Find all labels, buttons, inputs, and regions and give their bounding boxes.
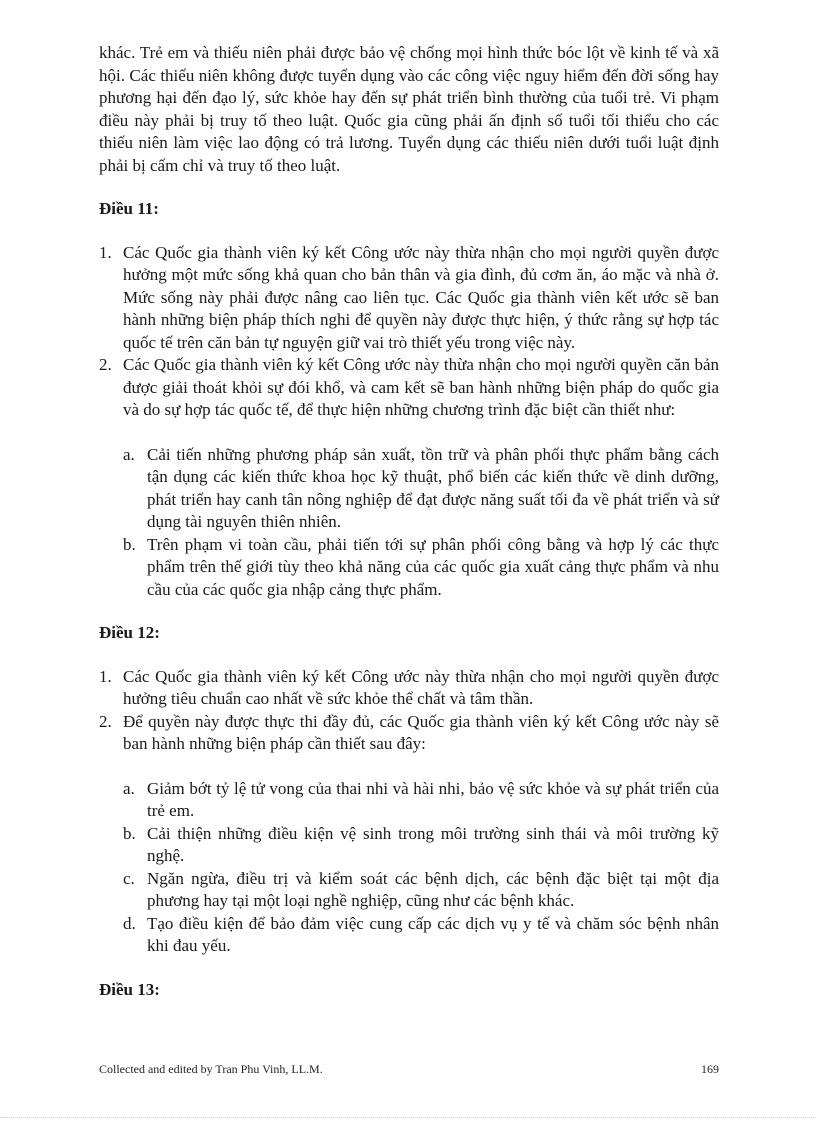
list-item-text: Các Quốc gia thành viên ký kết Công ước này thừa nhận cho mọi người quyền được hưởng một mức sống khả quan cho bản thân và gia đình, đủ cơm ăn, áo mặc và nhà ở. Mức sống này phải được nâng cao liên tục. Các Quốc gia thành viên kết ước sẽ ban hành những biện pháp thích nghi để quyền này được thực hiện, ý thức rằng sự hợp tác quốc tế trên căn bản tự nguyện giữ vai trò thiết yếu trong việc này. [123,242,719,352]
sublist-item-text: Giảm bớt tỷ lệ tử vong của thai nhi và hài nhi, bảo vệ sức khỏe và sự phát triển của trẻ em. [147,778,719,820]
sublist-item-text: Cải tiến những phương pháp sản xuất, tồn trữ và phân phối thực phẩm bằng cách tận dụng các kiến thức khoa học kỹ thuật, phổ biến các kiến thức về dinh dưỡng, phát triển hay canh tân nông nghiệp để đạt được năng suất tối đa về phát triển và sử dụng tài nguyên thiên nhiên. [147,444,719,531]
sublist-item-text: Trên phạm vi toàn cầu, phải tiến tới sự phân phối công bằng và hợp lý các thực phẩm trên thế giới tùy theo khả năng của các quốc gia xuất cảng thực phẩm và nhu cầu của các quốc gia nhập cảng thực phẩm. [147,534,719,599]
sublist-item [123,913,719,958]
sublist-marker: a. [123,444,135,464]
list-item [99,666,719,711]
page-bottom-divider [0,1117,816,1118]
list-marker: 1. [99,666,112,686]
sublist-item [123,823,719,868]
sublist-item [123,868,719,913]
article-12-list [99,666,719,756]
sublist-marker: c. [123,868,135,888]
sublist-item-text: Cải thiện những điều kiện vệ sinh trong môi trường sinh thái và môi trường kỹ nghệ. [147,823,719,865]
article-11-list [99,242,719,422]
page-number: 169 [701,1062,719,1076]
article-12-sublist [99,778,719,958]
page-content [99,42,719,1001]
article-11-sublist [99,444,719,602]
sublist-marker: b. [123,823,136,843]
article-13-heading: Điều 13: [99,979,160,999]
sublist-marker: b. [123,534,136,554]
sublist-item-text: Tạo điều kiện để bảo đảm việc cung cấp các dịch vụ y tế và chăm sóc bệnh nhân khi đau yếu. [147,913,719,955]
list-item [99,242,719,355]
intro-paragraph: khác. Trẻ em và thiếu niên phải được bảo vệ chống mọi hình thức bóc lột về kinh tế và xã hội. Các thiếu niên không được tuyển dụng vào các công việc nguy hiểm đến đời sống hay phương hại đến đạo lý, sức khỏe hay đến sự phát triển bình thường của tuổi trẻ. Vi phạm điều này phải bị truy tố theo luật. Quốc gia cũng phải ấn định số tuổi tối thiểu cho các thiếu niên làm việc lao động có trả lương. Tuyển dụng các thiếu niên dưới tuổi luật định phải bị cấm chỉ và truy tố theo luật. [99,43,719,175]
sublist-item [123,534,719,602]
sublist-item [123,778,719,823]
list-marker: 1. [99,242,112,262]
list-item-text: Các Quốc gia thành viên ký kết Công ước này thừa nhận cho mọi người quyền được hưởng tiêu chuẩn cao nhất về sức khỏe thể chất và tâm thần. [123,666,719,708]
article-12-heading: Điều 12: [99,623,160,642]
list-marker: 2. [99,355,112,374]
list-item [99,354,719,422]
sublist-marker: a. [123,778,135,798]
article-11-heading: Điều 11: [99,199,159,218]
list-item-text: Các Quốc gia thành viên ký kết Công ước này thừa nhận cho mọi người quyền căn bản được giải thoát khỏi sự đói khổ, và cam kết sẽ ban hành những biện pháp do quốc gia và do sự hợp tác quốc tế, để thực hiện những chương trình đặc biệt cần thiết như: [123,355,719,419]
page-footer [99,1062,719,1077]
list-item-text: Để quyền này được thực thi đầy đủ, các Quốc gia thành viên ký kết Công ước này sẽ ban hành những biện pháp cần thiết sau đây: [123,711,719,753]
sublist-marker: d. [123,913,136,933]
list-marker: 2. [99,711,112,731]
sublist-item-text: Ngăn ngừa, điều trị và kiểm soát các bệnh dịch, các bệnh đặc biệt tại một địa phương hay tại một loại nghề nghiệp, cũng như các bệnh khác. [147,868,719,910]
list-item [99,711,719,756]
sublist-item [123,444,719,534]
footer-credit: Collected and edited by Tran Phu Vinh, LL.M. [99,1062,323,1076]
